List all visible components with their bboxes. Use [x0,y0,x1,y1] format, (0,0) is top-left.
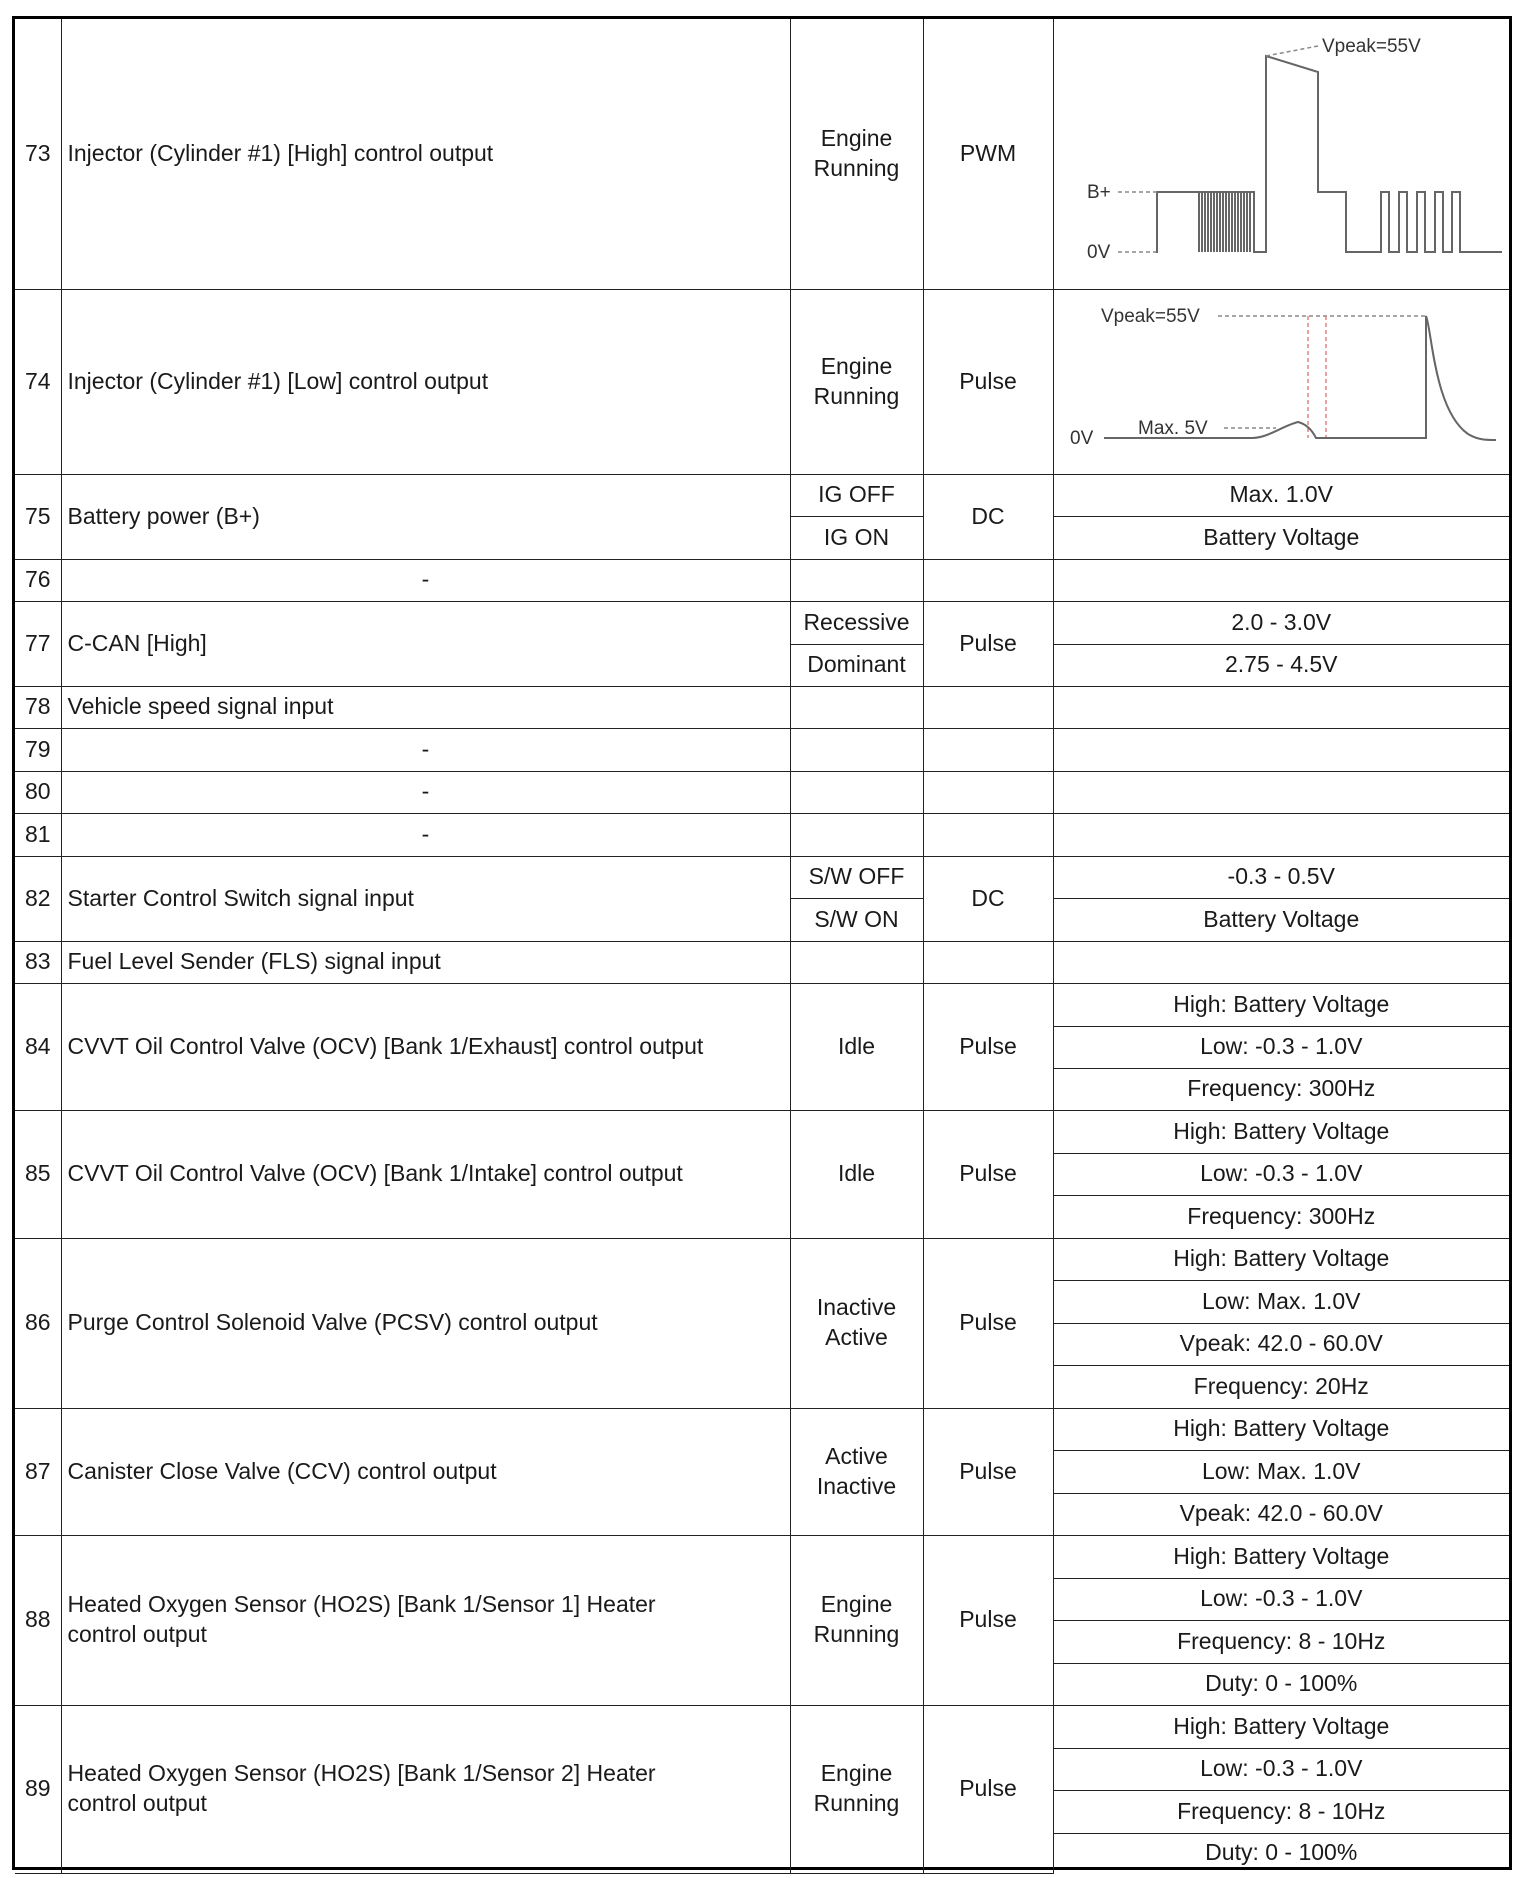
signal-level: High: Battery Voltage [1053,1705,1509,1748]
table-row [15,728,1509,771]
pin-description: CVVT Oil Control Valve (OCV) [Bank 1/Exhaust] control output [61,983,790,1110]
table-row [15,474,1509,516]
peak-label: Vpeak=55V [1100,306,1200,327]
signal-level [1053,813,1509,856]
signal-type: Pulse [923,289,1053,474]
signal-level: 2.75 - 4.5V [1053,644,1509,686]
signal-level: Frequency: 300Hz [1053,1195,1509,1238]
condition [790,813,923,856]
table-row [15,856,1509,898]
pin-number: 74 [15,289,61,474]
signal-type: Pulse [923,1110,1053,1238]
condition: Running [813,382,900,409]
pin-description: - [61,813,790,856]
pin-description: Injector (Cylinder #1) [Low] control output [61,289,790,474]
pin-description: Vehicle speed signal input [61,686,790,728]
table-row [15,601,1509,644]
condition [790,686,923,728]
pin-number: 81 [15,813,61,856]
waveform-trace [1156,56,1502,252]
condition: S/W ON [790,898,923,941]
condition-cell [790,1705,923,1873]
signal-type [923,771,1053,813]
signal-level: High: Battery Voltage [1053,1110,1509,1153]
pin-table-page [12,16,1512,1870]
pin-description: CVVT Oil Control Valve (OCV) [Bank 1/Intake] control output [61,1110,790,1238]
table-row [15,1705,1509,1748]
signal-level: High: Battery Voltage [1053,1535,1509,1578]
waveform-cell [1053,19,1509,289]
pin-number: 84 [15,983,61,1110]
signal-level: Duty: 0 - 100% [1053,1833,1509,1873]
signal-level: Battery Voltage [1053,898,1509,941]
pin-number: 83 [15,941,61,983]
condition-cell [790,19,923,289]
signal-type [923,559,1053,601]
pin-number: 78 [15,686,61,728]
signal-level: Frequency: 20Hz [1053,1365,1509,1408]
table-row [15,1238,1509,1280]
pin-number: 73 [15,19,61,289]
condition: Idle [790,1110,923,1238]
signal-type [923,686,1053,728]
pin-description: Fuel Level Sender (FLS) signal input [61,941,790,983]
signal-level: High: Battery Voltage [1053,983,1509,1026]
pin-number: 80 [15,771,61,813]
pin-description: - [61,559,790,601]
condition: Dominant [790,644,923,686]
signal-level: High: Battery Voltage [1053,1238,1509,1280]
signal-level: 2.0 - 3.0V [1053,601,1509,644]
table-row [15,813,1509,856]
pin-number: 89 [15,1705,61,1873]
signal-level: Low: -0.3 - 1.0V [1053,1026,1509,1068]
waveform-cell [1053,289,1509,474]
condition-cell [790,289,923,474]
signal-type: Pulse [923,1238,1053,1408]
signal-level: Vpeak: 42.0 - 60.0V [1053,1493,1509,1535]
condition: Active [825,1442,888,1469]
condition: Idle [790,983,923,1110]
signal-level [1053,686,1509,728]
table-row [15,941,1509,983]
pin-number: 87 [15,1408,61,1535]
pin-description: Heated Oxygen Sensor (HO2S) [Bank 1/Sensor 2] Heater control output [61,1705,790,1873]
pin-description: Battery power (B+) [61,474,790,559]
condition: Inactive [816,1294,897,1321]
signal-level [1053,728,1509,771]
table-row [15,289,1509,474]
condition: Engine [820,1591,893,1618]
condition: Recessive [790,601,923,644]
pin-number: 79 [15,728,61,771]
b-plus-label: B+ [1086,181,1111,203]
signal-type: DC [923,856,1053,941]
zero-label: 0V [1086,241,1110,263]
pin-description: - [61,728,790,771]
condition: Running [813,154,900,181]
signal-level: Low: Max. 1.0V [1053,1450,1509,1493]
table-row [15,686,1509,728]
signal-type [923,728,1053,771]
condition [790,941,923,983]
condition: IG OFF [790,474,923,516]
condition: Active [825,1324,888,1350]
signal-level: Frequency: 8 - 10Hz [1053,1620,1509,1663]
signal-level: Duty: 0 - 100% [1053,1663,1509,1705]
pin-number: 82 [15,856,61,941]
signal-type: Pulse [923,1535,1053,1705]
pin-description: Starter Control Switch signal input [61,856,790,941]
table-row [15,1110,1509,1153]
signal-level: High: Battery Voltage [1053,1408,1509,1450]
pin-description: Heated Oxygen Sensor (HO2S) [Bank 1/Sensor 1] Heater control output [61,1535,790,1705]
signal-level: Low: Max. 1.0V [1053,1280,1509,1323]
peak-label: Vpeak=55V [1321,35,1421,57]
table-row [15,19,1509,289]
condition: S/W OFF [790,856,923,898]
signal-level: Battery Voltage [1053,516,1509,559]
table-row [15,1408,1509,1450]
condition [790,728,923,771]
signal-type [923,813,1053,856]
condition: Inactive [816,1472,897,1499]
pin-number: 85 [15,1110,61,1238]
injector-low-waveform [1054,290,1508,473]
pin-number: 76 [15,559,61,601]
condition-cell [790,1408,923,1535]
condition: Engine [820,124,893,151]
injector-high-waveform [1054,20,1508,288]
signal-type: Pulse [923,1705,1053,1873]
pin-number: 86 [15,1238,61,1408]
table-row [15,983,1509,1026]
signal-level: Low: -0.3 - 1.0V [1053,1578,1509,1620]
condition-cell [790,1535,923,1705]
condition: Engine [820,352,893,379]
pin-number: 75 [15,474,61,559]
signal-level [1053,941,1509,983]
condition: Running [813,1790,900,1816]
condition: Engine [820,1760,893,1787]
signal-level: Frequency: 300Hz [1053,1068,1509,1110]
signal-level: Low: -0.3 - 1.0V [1053,1748,1509,1790]
signal-type: PWM [923,19,1053,289]
signal-level [1053,771,1509,813]
pin-description: Canister Close Valve (CCV) control output [61,1408,790,1535]
pin-number: 88 [15,1535,61,1705]
table-row [15,559,1509,601]
signal-level: Low: -0.3 - 1.0V [1053,1153,1509,1195]
signal-type [923,941,1053,983]
pin-description: C-CAN [High] [61,601,790,686]
signal-type: Pulse [923,601,1053,686]
signal-type: Pulse [923,983,1053,1110]
signal-level: Max. 1.0V [1053,474,1509,516]
condition [790,771,923,813]
table-row [15,1535,1509,1578]
pin-description: - [61,771,790,813]
condition-cell [790,1238,923,1408]
pin-number: 77 [15,601,61,686]
signal-level: Frequency: 8 - 10Hz [1053,1790,1509,1833]
signal-level: Vpeak: 42.0 - 60.0V [1053,1323,1509,1365]
condition: IG ON [790,516,923,559]
ecm-pin-table [15,19,1509,1874]
signal-level [1053,559,1509,601]
pin-description: Purge Control Solenoid Valve (PCSV) control output [61,1238,790,1408]
table-row [15,771,1509,813]
condition [790,559,923,601]
signal-level: -0.3 - 0.5V [1053,856,1509,898]
pin-description: Injector (Cylinder #1) [High] control output [61,19,790,289]
zero-label: 0V [1069,428,1093,449]
condition: Running [813,1621,900,1647]
peak-guide [1266,46,1318,56]
signal-type: DC [923,474,1053,559]
max-label: Max. 5V [1137,418,1208,439]
signal-type: Pulse [923,1408,1053,1535]
